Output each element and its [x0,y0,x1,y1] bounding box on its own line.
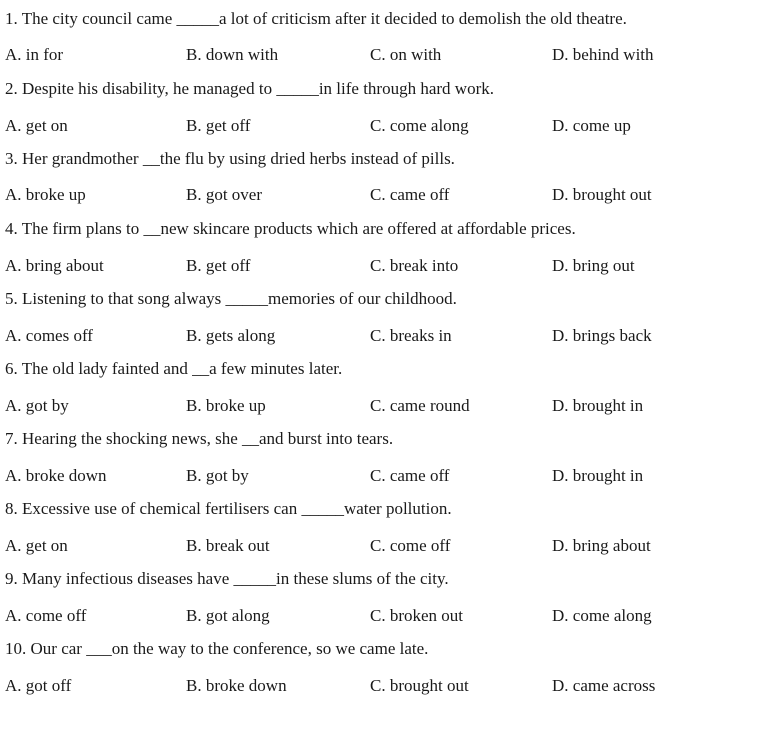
answer-option: A. broke down [5,466,107,485]
question-text: 6. The old lady fainted and __a few minutes later. [5,359,343,378]
answer-option: C. come along [370,116,469,135]
answer-option: B. gets along [186,326,276,345]
answer-option: A. get on [5,116,68,135]
answer-option: C. come off [370,536,451,555]
answer-option: A. get on [5,536,68,555]
question-text: 3. Her grandmother __the flu by using dried herbs instead of pills. [5,149,455,168]
answer-option: D. come along [552,606,652,625]
answer-option: C. broken out [370,606,464,625]
answer-option: C. came off [370,185,450,204]
answer-option: B. got over [186,185,263,204]
answer-option: A. comes off [5,326,93,345]
answer-option: D. bring about [552,536,651,555]
answer-option: B. got by [186,466,249,485]
question-text: 9. Many infectious diseases have _____in these slums of the city. [5,569,449,588]
answer-option: B. broke up [186,396,266,415]
answer-option: A. got off [5,676,72,695]
answer-option: A. bring about [5,256,104,275]
answer-option: A. in for [5,45,64,64]
answer-option: B. get off [186,256,251,275]
answer-option: C. brought out [370,676,469,695]
question-text: 10. Our car ___on the way to the conference, so we came late. [5,639,429,658]
answer-option: A. come off [5,606,87,625]
answer-option: A. got by [5,396,69,415]
answer-option: D. behind with [552,45,654,64]
answer-option: D. came across [552,676,656,695]
question-text: 1. The city council came _____a lot of criticism after it decided to demolish the old theatre. [5,9,627,28]
answer-option: D. brought in [552,466,644,485]
answer-option: D. brought in [552,396,644,415]
answer-option: B. break out [186,536,270,555]
question-text: 5. Listening to that song always _____memories of our childhood. [5,289,457,308]
answer-option: B. broke down [186,676,287,695]
question-text: 7. Hearing the shocking news, she __and burst into tears. [5,429,394,448]
question-text: 4. The firm plans to __new skincare products which are offered at affordable prices. [5,219,576,238]
answer-option: D. brought out [552,185,652,204]
answer-option: C. came off [370,466,450,485]
answer-option: D. come up [552,116,631,135]
answer-option: B. get off [186,116,251,135]
answer-option: C. came round [370,396,470,415]
answer-option: B. down with [186,45,279,64]
answer-option: A. broke up [5,185,86,204]
answer-option: C. break into [370,256,459,275]
answer-option: B. got along [186,606,270,625]
question-text: 2. Despite his disability, he managed to _____in life through hard work. [5,79,494,98]
answer-option: C. on with [370,45,442,64]
question-text: 8. Excessive use of chemical fertilisers can _____water pollution. [5,499,452,518]
answer-option: C. breaks in [370,326,452,345]
answer-option: D. bring out [552,256,635,275]
answer-option: D. brings back [552,326,652,345]
